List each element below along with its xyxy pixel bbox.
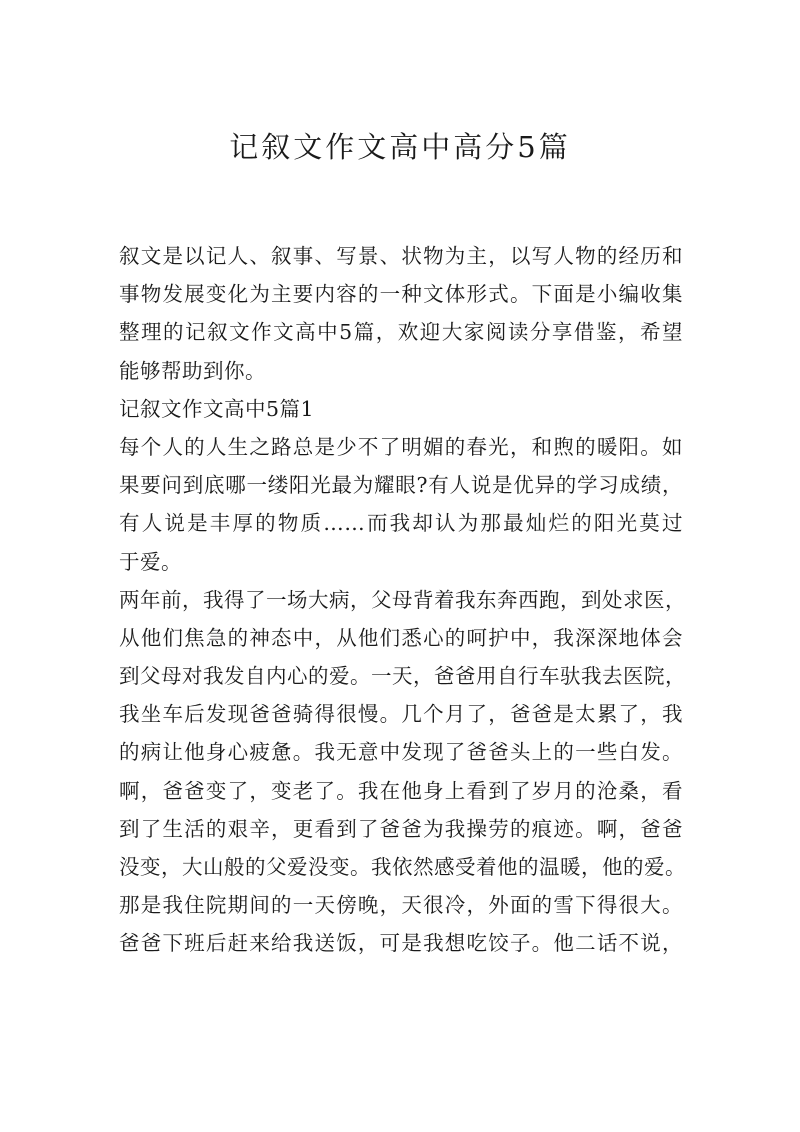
text-line: 两年前，我得了一场大病，父母背着我东奔西跑，到处求医，	[119, 587, 686, 612]
text-line: 爸爸下班后赶来给我送饭，可是我想吃饺子。他二话不说，	[119, 931, 683, 956]
text-line: 啊，爸爸变了，变老了。我在他身上看到了岁月的沧桑，看	[119, 778, 683, 803]
text-line: 到父母对我发自内心的爱。一天，爸爸用自行车驮我去医院，	[119, 664, 686, 689]
text-line: 从他们焦急的神态中，从他们悉心的呵护中，我深深地体会	[119, 625, 683, 650]
document-body	[119, 237, 686, 963]
document-title: 记叙文作文高中高分5篇	[229, 130, 571, 164]
section-heading: 记叙文作文高中5篇1	[119, 396, 315, 421]
text-line: 能够帮助到你。	[119, 358, 266, 383]
text-line: 整理的记叙文作文高中5篇，欢迎大家阅读分享借鉴，希望	[119, 320, 683, 345]
text-line: 没变，大山般的父爱没变。我依然感受着他的温暖，他的爱。	[119, 855, 686, 879]
text-line: 有人说是丰厚的物质……而我却认为那最灿烂的阳光莫过	[119, 511, 683, 536]
text-line: 的病让他身心疲惫。我无意中发现了爸爸头上的一些白发。	[119, 740, 683, 765]
text-line: 事物发展变化为主要内容的一种文体形式。下面是小编收集	[119, 282, 683, 307]
text-line: 到了生活的艰辛，更看到了爸爸为我操劳的痕迹。啊，爸爸	[119, 816, 683, 841]
text-line: 我坐车后发现爸爸骑得很慢。几个月了，爸爸是太累了，我	[119, 702, 683, 727]
text-line: 于爱。	[119, 549, 182, 574]
text-line: 那是我住院期间的一天傍晚，天很冷，外面的雪下得很大。	[119, 893, 683, 918]
text-line: 每个人的人生之路总是少不了明媚的春光，和煦的暖阳。如	[119, 434, 683, 459]
text-line: 果要问到底哪一缕阳光最为耀眼?有人说是优异的学习成绩，	[119, 473, 683, 498]
text-line: 叙文是以记人、叙事、写景、状物为主，以写人物的经历和	[119, 244, 683, 268]
